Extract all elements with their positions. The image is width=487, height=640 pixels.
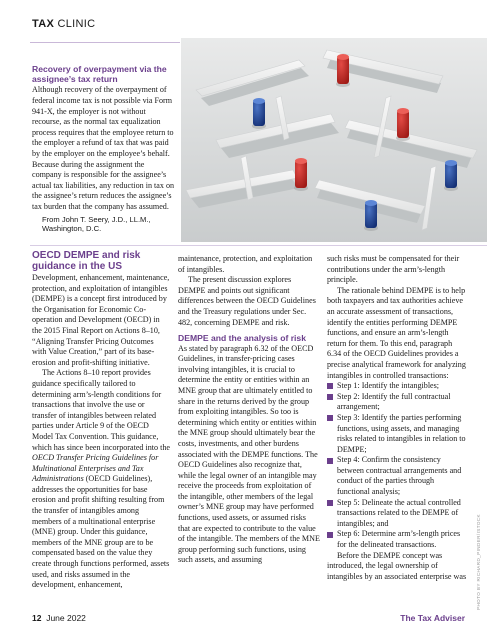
header-rule xyxy=(30,42,180,43)
bullet-square-icon xyxy=(327,383,333,389)
footer-page-info xyxy=(32,613,86,623)
step-text: Step 3: Identify the parties performing functions, using assets, and managing risks related to intangibles in relation to DEMPE; xyxy=(337,412,466,454)
recovery-body: Although recovery of the overpayment of federal income tax is not possible via Form 941-X, the employer is not without recourse, as the normal tax equalization process requires that the employee return to the employer a refund of tax that was paid by the employer on the employee’s behalf. Because during the assignment the company is responsible for the assignee’s actual tax liabilities, any reduction in tax on the assignee’s return reduces the assignee’s tax burden that the company has assumed. xyxy=(32,85,175,211)
recovery-byline-location: Washington, D.C. xyxy=(42,224,102,234)
list-item xyxy=(327,455,467,497)
oecd-guidelines-title: OECD Transfer Pricing Guidelines for Multinational Enterprises and Tax Administrations xyxy=(32,453,159,484)
step-text: Step 2: Identify the full contractual arrangement; xyxy=(337,391,451,412)
step-text: Step 1: Identify the intangibles; xyxy=(337,381,440,391)
list-item xyxy=(327,381,467,392)
section-label xyxy=(32,18,95,30)
list-item xyxy=(327,413,467,455)
oecd-paragraph-2-start: The Actions 8–10 report provides guidance specifically tailored to determining arm’s-length conditions for transactions that involve the use or transfer of intangibles between related parties under Article 9 of the OECD Model Tax Convention. This guidance, which has since been incorporated into the xyxy=(32,368,170,452)
dempe-steps-list xyxy=(327,381,467,551)
oecd-col2-paragraph-1: maintenance, protection, and exploitation of intangibles. xyxy=(178,254,313,274)
oecd-heading: OECD DEMPE and risk guidance in the US xyxy=(32,250,141,272)
oecd-col3-paragraph-2: The rationale behind DEMPE is to help both taxpayers and tax authorities achieve an accurate assessment of transactions, identify the entities performing DEMPE functions, and ensure an arm’s-length return for them. To this end, paragraph 6.34 of the OECD Guidelines provides a precise analytical framework for analyzing intangibles in controlled transactions: xyxy=(327,285,466,380)
section-rule xyxy=(30,245,487,246)
oecd-col3-paragraph-1: such risks must be compensated for their contributions under the arm’s-length principle. xyxy=(327,254,460,285)
photo-credit xyxy=(476,440,484,610)
oecd-col2-paragraph-2: The present discussion explores DEMPE and points out significant differences between the OECD Guidelines and the Treasury regulations under Sec. 482, concerning DEMPE and risk. xyxy=(178,275,316,327)
recovery-byline-name: From John T. Seery, J.D., LL.M., xyxy=(42,214,151,224)
page-number: 12 xyxy=(32,613,42,623)
oecd-col2-paragraph-3: As stated by paragraph 6.32 of the OECD Guidelines, in transfer-pricing cases involving intangibles, it is crucial to determine the entity or entities within an MNE group that are ultimately entitled to share in the returns derived by the group from exploiting intangibles. So too is determining which entity or entities within the MNE group should ultimately bear the costs, investments, and other burdens associated with the DEMPE functions. The OECD Guidelines also recognize that, while the legal owner of an intangible may receive the proceeds from exploitation of the intangible, other members of the legal owner’s MNE group may have performed functions, used assets, or assumed risks that are expected to contribute to the value of the intangible. The members of the MNE group performing such functions, using such assets, and assuming xyxy=(178,343,320,565)
oecd-column-1 xyxy=(32,250,170,591)
bullet-square-icon xyxy=(327,458,333,464)
bullet-square-icon xyxy=(327,394,333,400)
oecd-paragraph-2-end: (OECD Guidelines), addresses the opportunities for base erosion and profit shifting resulting from the transfer of intangibles among members of a multinational enterprise (MNE) group. Under this guidance, members of the MNE group are to be compensated based on the value they create through functions performed, assets used, and risks assumed in the development, enhancement, xyxy=(32,474,170,590)
analysis-heading: DEMPE and the analysis of risk xyxy=(178,333,306,344)
maze-svg xyxy=(181,38,487,242)
oecd-paragraph-2 xyxy=(32,368,170,590)
maze-illustration xyxy=(181,38,487,242)
oecd-column-3 xyxy=(327,254,467,582)
step-text: Step 5: Delineate the actual controlled transactions related to the DEMPE of intangibles; and xyxy=(337,497,461,528)
bullet-square-icon xyxy=(327,500,333,506)
bullet-square-icon xyxy=(327,415,333,421)
publication-name: The Tax Adviser xyxy=(400,613,465,623)
issue-date: June 2022 xyxy=(46,613,86,623)
step-text: Step 4: Confirm the consistency between contractual arrangements and conduct of the parties through functional analysis; xyxy=(337,455,462,497)
recovery-heading: Recovery of overpayment via the assignee’s tax return xyxy=(32,64,167,85)
step-text: Step 6: Determine arm’s-length prices for the delineated transactions. xyxy=(337,529,461,550)
list-item xyxy=(327,392,467,413)
photo-credit-text: PHOTO BY RICHARD_PINDER/ISTOCK xyxy=(476,514,481,610)
oecd-paragraph-1: Development, enhancement, maintenance, protection, and exploitation of intangibles (DEMPE) is a concept first introduced by the Organisation for Economic Co-operation and Development (OECD) in the 2015 Final Report on Actions 8–10, “Aligning Transfer Pricing Outcomes with Value Creation,” part of its base-erosion and profit-shifting initiative. xyxy=(32,273,170,367)
bullet-square-icon xyxy=(327,532,333,538)
list-item xyxy=(327,498,467,530)
section-label-bold: TAX xyxy=(32,18,55,30)
recovery-article xyxy=(32,64,176,234)
oecd-col3-paragraph-3: Before the DEMPE concept was introduced, the legal ownership of intangibles by an associated enterprise was xyxy=(327,550,467,581)
list-item xyxy=(327,529,467,550)
oecd-column-2 xyxy=(178,254,320,566)
section-label-rest: CLINIC xyxy=(54,18,96,30)
